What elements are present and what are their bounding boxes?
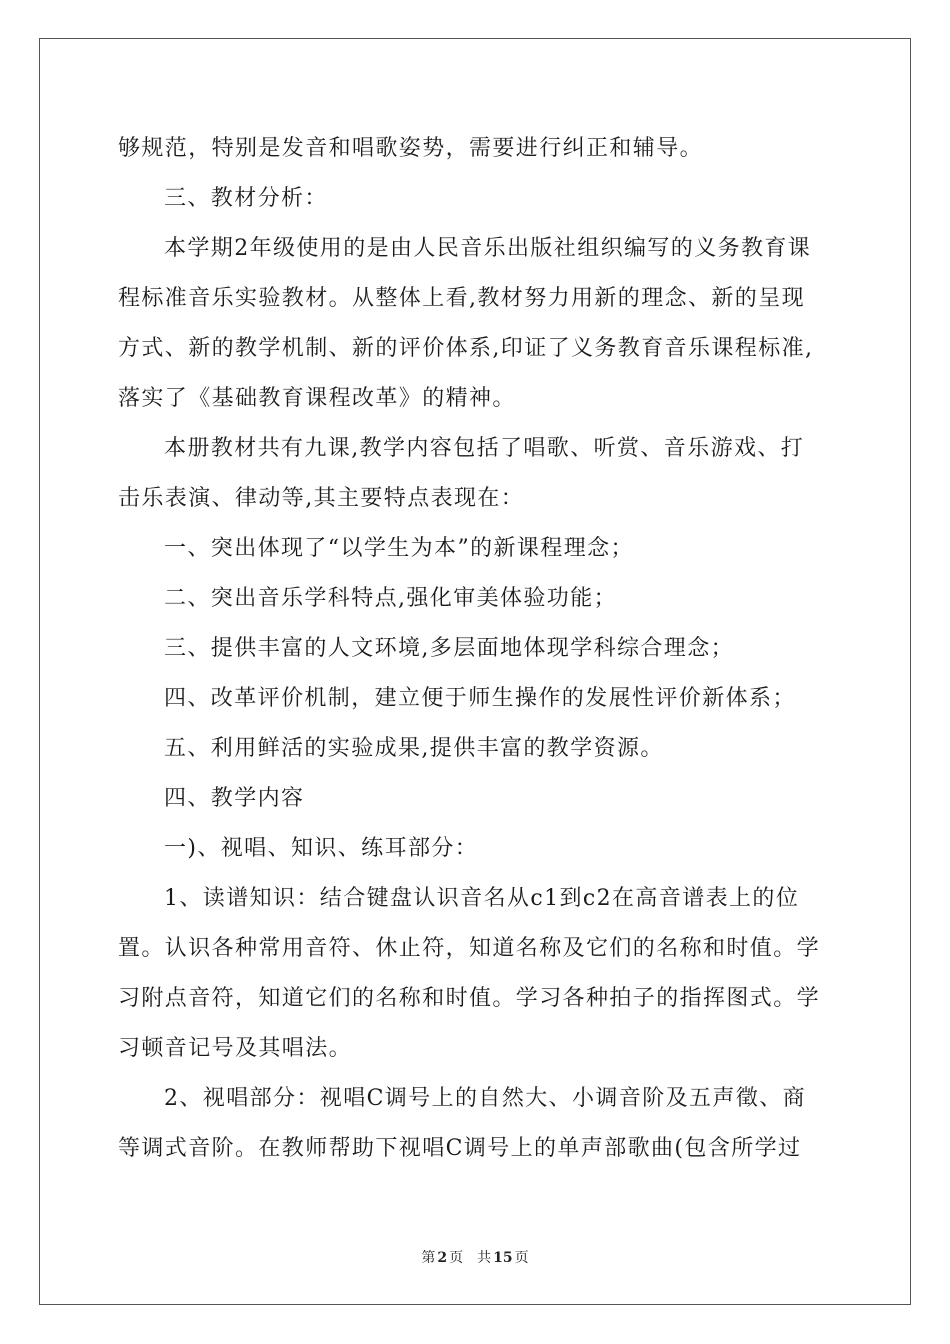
paragraph-line: 程标准音乐实验教材。从整体上看,教材努力用新的理念、新的呈现: [118, 286, 805, 311]
paragraph: [118, 674, 833, 724]
paragraph: [118, 174, 833, 224]
paragraph: [118, 624, 833, 674]
paragraph-line: 二、突出音乐学科特点,强化审美体验功能；: [164, 586, 617, 611]
paragraph: [118, 774, 833, 824]
footer-total-prefix: 共: [477, 1250, 492, 1266]
footer-total-pages: 15: [493, 1250, 513, 1266]
paragraph-line: 一、突出体现了“以学生为本”的新课程理念；: [164, 536, 634, 561]
footer-page-number: 2: [437, 1250, 448, 1266]
paragraph-line: 四、教学内容: [164, 786, 305, 811]
paragraph-line: 置。认识各种常用音符、休止符，知道名称及它们的名称和时值。学: [118, 936, 821, 961]
paragraph-line: 1、读谱知识：结合键盘认识音名从c1到c2在高音谱表上的位: [164, 886, 800, 911]
paragraph-line: 够规范，特别是发音和唱歌姿势，需要进行纠正和辅导。: [118, 136, 704, 161]
paragraph: [118, 824, 833, 874]
paragraph: [118, 574, 833, 624]
paragraph: [118, 224, 833, 424]
paragraph-line: 方式、新的教学机制、新的评价体系,印证了义务教育音乐课程标准,: [118, 336, 814, 361]
paragraph-line: 击乐表演、律动等,其主要特点表现在：: [118, 486, 525, 511]
paragraph-line: 三、提供丰富的人文环境,多层面地体现学科综合理念；: [164, 636, 734, 661]
paragraph: [118, 424, 833, 524]
page-footer: [0, 1247, 950, 1267]
paragraph-line: 五、利用鲜活的实验成果,提供丰富的教学资源。: [164, 736, 664, 761]
paragraph: [118, 524, 833, 574]
paragraph-line: 等调式音阶。在教师帮助下视唱C调号上的单声部歌曲(包含所学过: [118, 1136, 802, 1161]
document-body: [118, 124, 833, 1174]
footer-total-suffix: 页: [514, 1250, 529, 1266]
paragraph-line: 2、视唱部分：视唱C调号上的自然大、小调音阶及五声徵、商: [164, 1086, 807, 1111]
paragraph: [118, 874, 833, 1074]
paragraph-line: 习顿音记号及其唱法。: [118, 1036, 353, 1061]
paragraph-line: 四、改革评价机制，建立便于师生操作的发展性评价新体系；: [164, 686, 796, 711]
paragraph: [118, 724, 833, 774]
paragraph-line: 本学期2年级使用的是由人民音乐出版社组织编写的义务教育课: [164, 236, 812, 261]
paragraph: [118, 1074, 833, 1174]
paragraph-line: 落实了《基础教育课程改革》的精神。: [118, 386, 516, 411]
paragraph: [118, 124, 833, 174]
footer-page-prefix: 第: [421, 1250, 436, 1266]
paragraph-line: 一)、视唱、知识、练耳部分：: [164, 836, 479, 861]
paragraph-line: 三、教材分析：: [164, 186, 328, 211]
paragraph-line: 本册教材共有九课,教学内容包括了唱歌、听赏、音乐游戏、打: [164, 436, 805, 461]
paragraph-line: 习附点音符，知道它们的名称和时值。学习各种拍子的指挥图式。学: [118, 986, 821, 1011]
footer-page-suffix: 页: [449, 1250, 464, 1266]
